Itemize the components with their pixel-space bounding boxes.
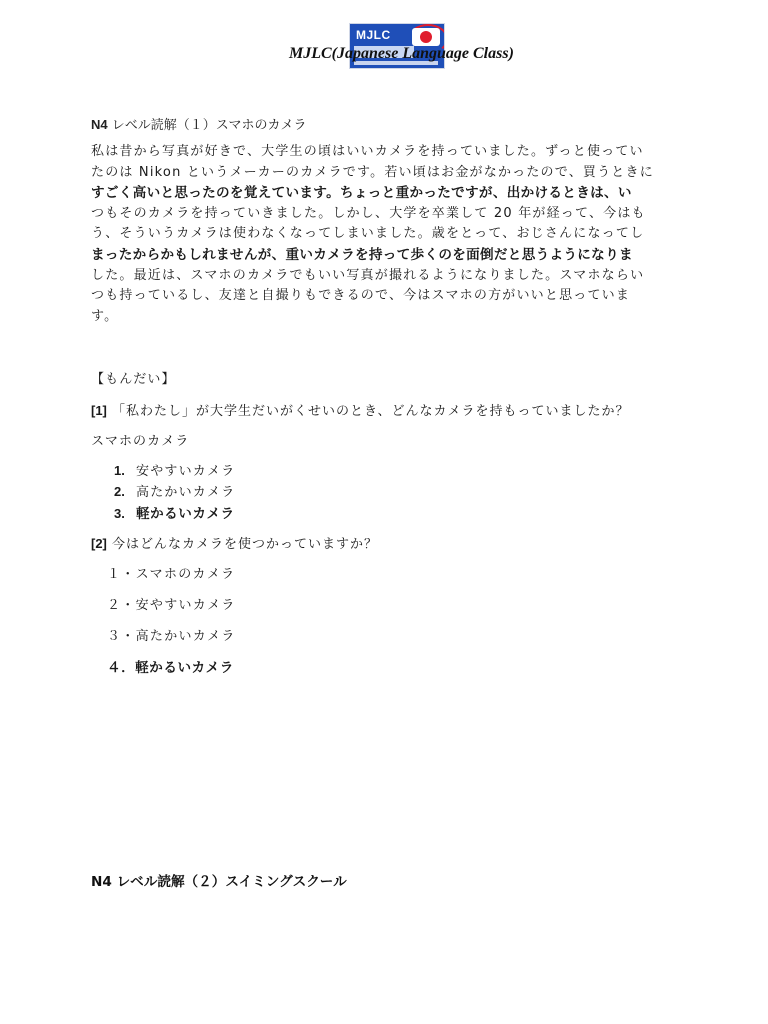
question-1-first-option: スマホのカメラ [91, 434, 190, 449]
option-text: 安やすいカメラ [136, 464, 236, 479]
question-1-text: 「私わたし」が大学生だいがくせいのとき、どんなカメラを持もっていましたか？ [112, 404, 630, 419]
question-2-number: [2] [91, 536, 107, 551]
passage-line: う、そういうカメラは使わなくなってしまいました。歳をとって、おじさんになってし [91, 226, 645, 242]
passage-line: たのは Nikon というメーカーのカメラです。若い頃はお金がなかったので、買うときに [91, 164, 654, 180]
section1-level: N4 [91, 117, 108, 132]
question-2-option [107, 594, 236, 613]
option-number: 2. [114, 484, 125, 499]
passage-line: す。 [91, 308, 119, 324]
option-text: １・スマホのカメラ [107, 567, 236, 582]
option-text: ３・高たかいカメラ [107, 629, 236, 644]
passage-line: まったからかもしれませんが、重いカメラを持って歩くのを面倒だと思うようになりま [91, 246, 633, 263]
option-text: ４．軽かるいカメラ [107, 660, 234, 676]
option-number: 3. [114, 506, 125, 521]
section1-title [91, 114, 307, 133]
question-2-option [107, 625, 236, 644]
passage-line: つも持っているし、友達と自撮りもできるので、今はスマホの方がいいと思っていま [91, 288, 631, 304]
option-text: ２・安やすいカメラ [107, 598, 236, 613]
option-text: 軽かるいカメラ [136, 506, 235, 522]
option-number: 1. [114, 463, 125, 478]
question-1-option [114, 481, 235, 500]
passage-line: した。最近は、スマホのカメラでもいい写真が撮れるようになりました。スマホならい [91, 267, 645, 283]
class-title: MJLC(Japanese Language Class) [289, 45, 514, 62]
question-1-option [114, 502, 235, 522]
option-text: 高たかいカメラ [136, 485, 236, 500]
question-2-option [107, 656, 234, 676]
questions-header: 【もんだい】 [91, 372, 176, 387]
question-1 [91, 400, 630, 419]
question-1-option [114, 460, 235, 479]
reading-passage [91, 142, 687, 327]
passage-line: すごく高いと思ったのを覚えています。ちょっと重かったですが、出かけるときは、い [91, 185, 632, 202]
section2-title: N4 レベル読解（２）スイミングスクール [91, 874, 347, 890]
question-2 [91, 533, 378, 552]
question-2-text: 今はどんなカメラを使つかっていますか？ [112, 537, 379, 552]
question-2-option [107, 563, 235, 582]
japan-flag-icon [412, 28, 440, 46]
section1-title-text: レベル読解（１）スマホのカメラ [111, 118, 307, 133]
passage-line: 私は昔から写真が好きで、大学生の頃はいいカメラを持っていました。ずっと使ってい [91, 144, 644, 159]
passage-line: つもそのカメラを持っていきました。しかし、大学を卒業して 20 年が経って、今はも [91, 205, 646, 221]
logo-text: MJLC [356, 28, 391, 42]
question-1-number: [1] [91, 403, 107, 418]
